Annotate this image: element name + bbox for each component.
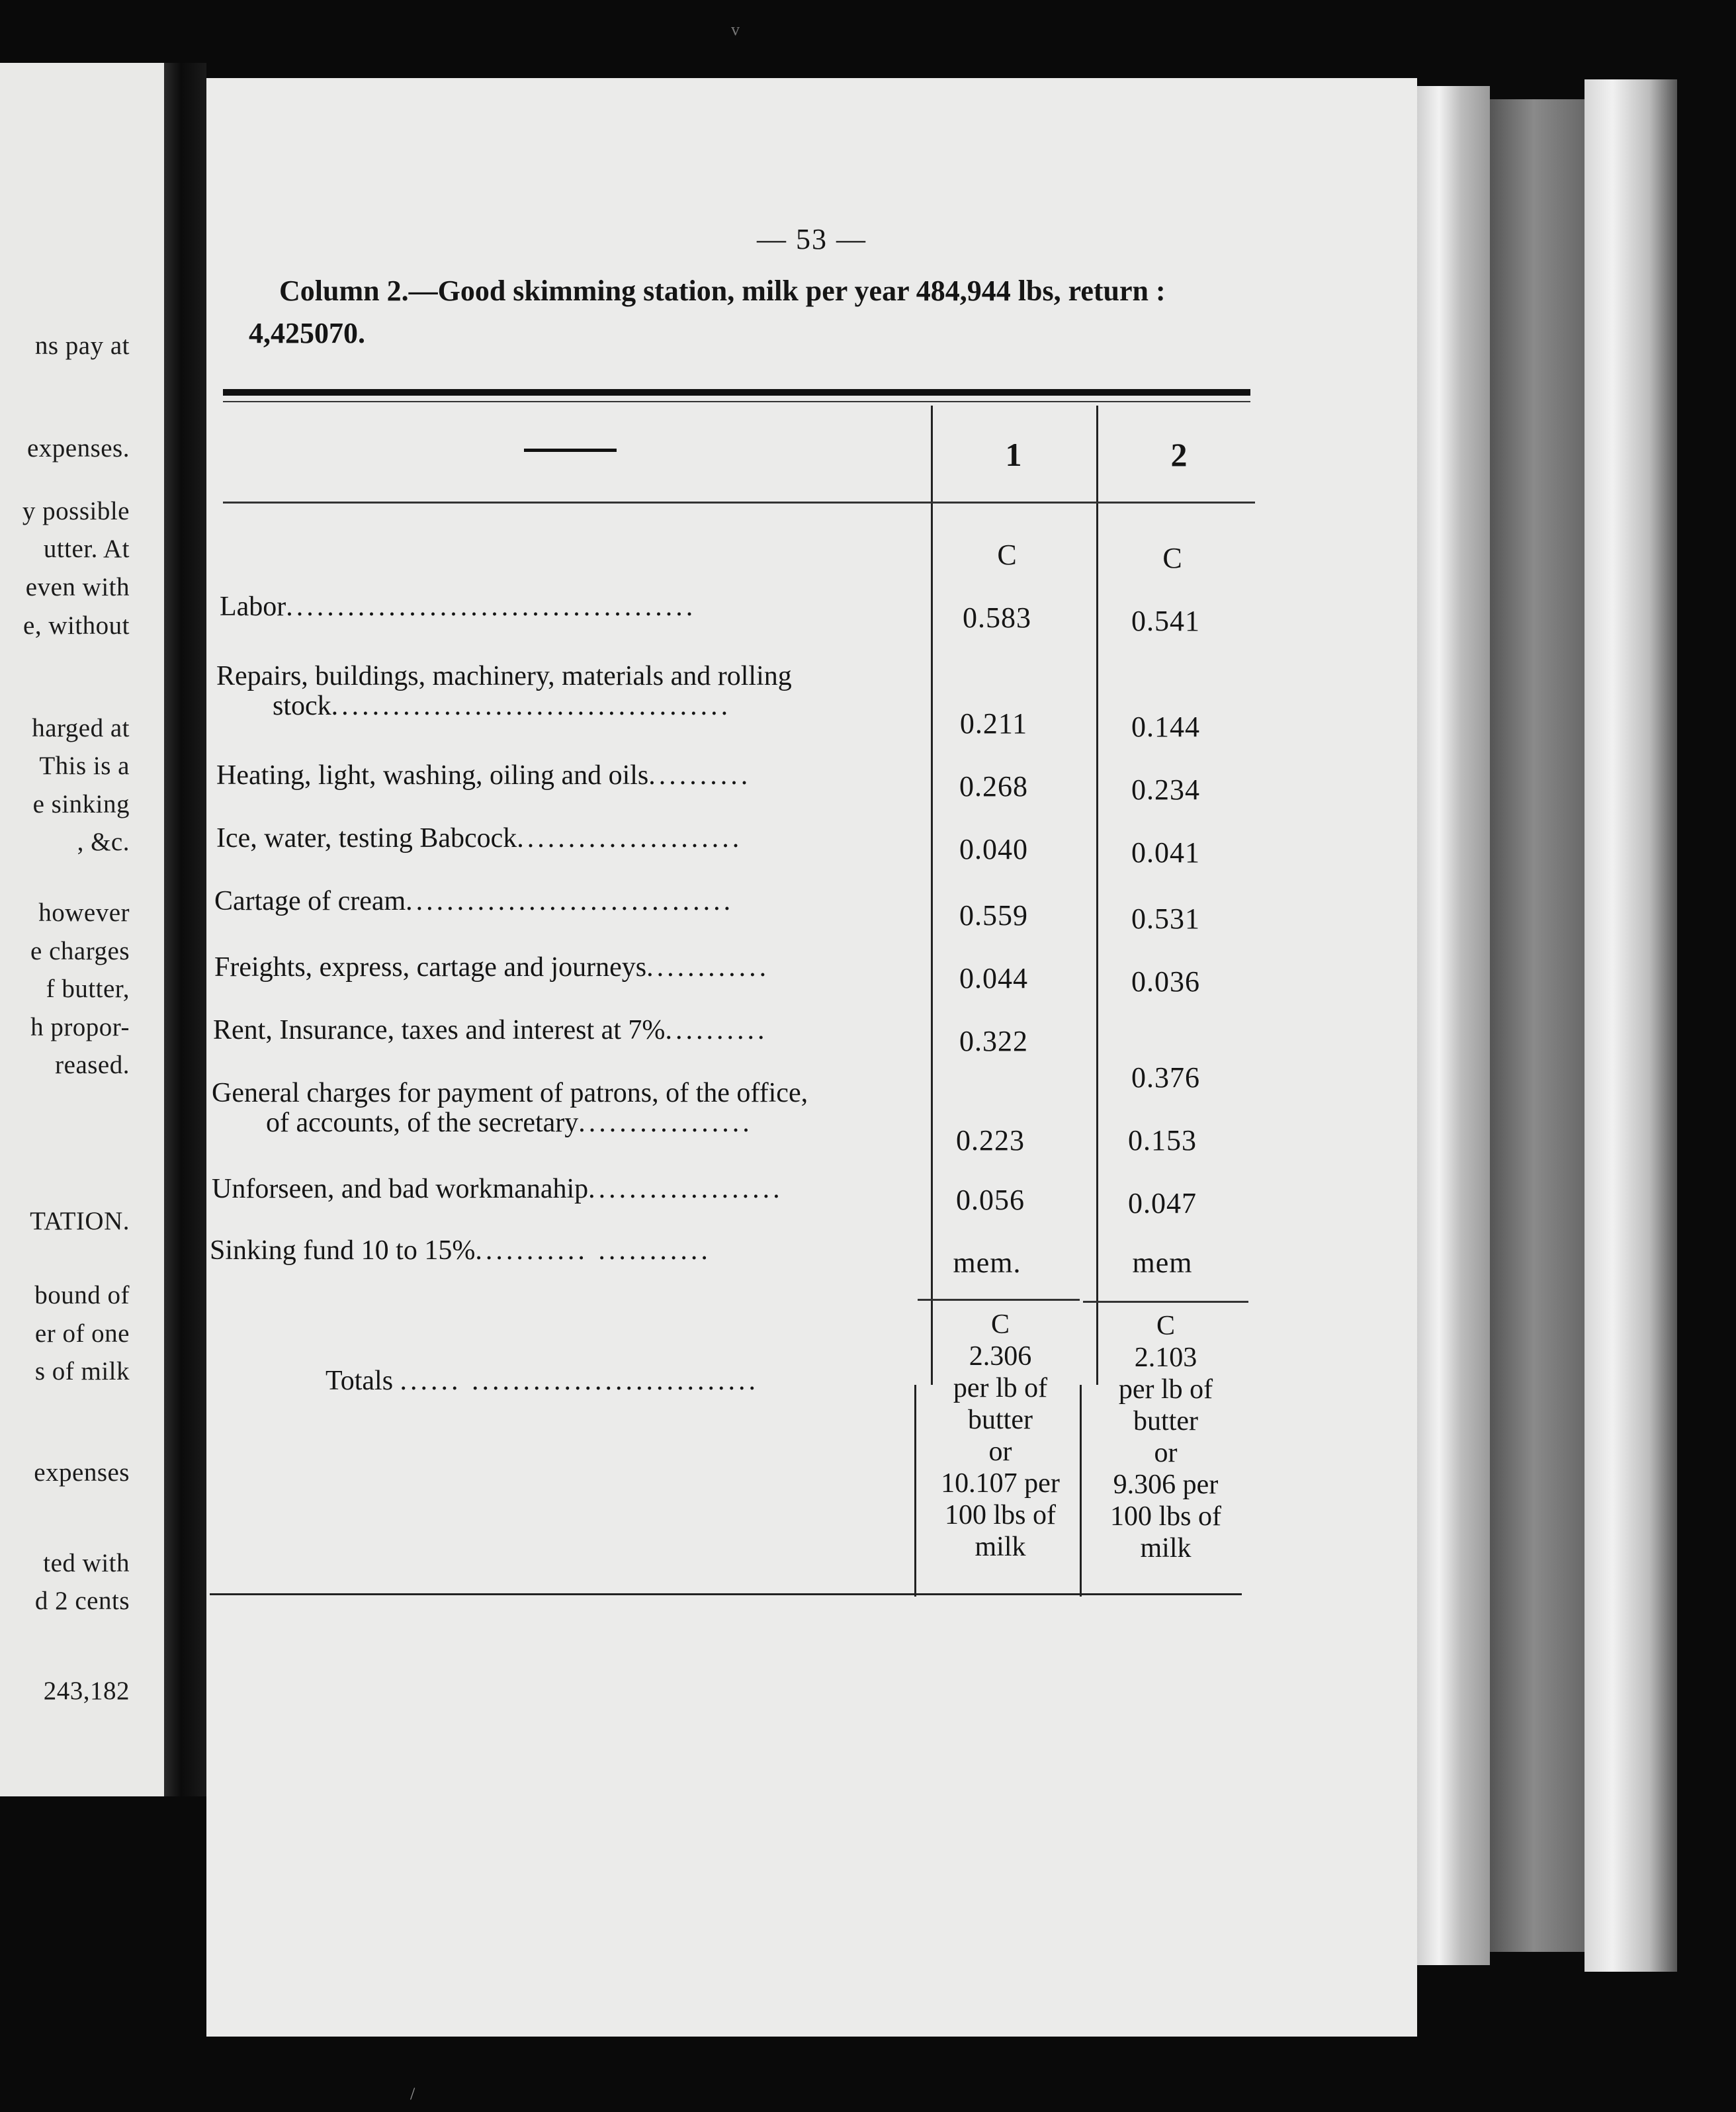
book-cover-edge [1584,79,1677,1972]
totals-line: per lb of [1118,1374,1213,1405]
table-cell: 0.144 [1131,711,1200,743]
sum-rule [1083,1301,1248,1303]
column-header-2: 2 [1170,436,1188,473]
left-text-line: y possible [22,497,130,525]
totals-line: 100 lbs of [945,1500,1056,1530]
left-text-line: h propor- [30,1013,130,1041]
table-row-label: Heating, light, washing, oiling and oils.......... [216,760,752,791]
scan-bottom-mark: / [410,2084,415,2103]
header-rule [223,502,1255,504]
totals-label: Totals ...... ............................ [326,1366,760,1396]
totals-line: 9.306 per [1113,1470,1219,1500]
table-row-label: General charges for payment of patrons, of the office, [212,1078,808,1108]
table-cell: 0.583 [963,601,1031,634]
table-cell: 0.541 [1131,605,1200,637]
totals-cell-1 [921,1309,1080,1563]
totals-line: 2.103 [1134,1342,1197,1373]
table-cell: 0.559 [959,899,1028,932]
table-cell: 0.376 [1131,1061,1200,1094]
table-cell: 0.041 [1131,836,1200,869]
totals-line: C [990,1309,1010,1340]
totals-line: milk [1140,1533,1192,1563]
table-row-label: Repairs, buildings, machinery, materials and rolling [216,661,792,691]
heading-line: Column 2.—Good skimming station, milk per year 484,944 lbs, return : [279,275,1166,307]
table-row-label: Labor........................................ [220,592,697,622]
left-text-line: reased. [55,1051,130,1079]
left-text-line: e sinking [32,790,130,818]
table-row-label: Cartage of cream................................ [214,886,734,916]
table-cell: 0.044 [959,962,1028,994]
table-cell: mem [1132,1247,1193,1279]
table-cell: 0.153 [1128,1124,1197,1157]
left-text-line: d 2 cents [34,1587,130,1615]
table-row-label: stock....................................... [273,691,732,721]
left-text-line: e, without [23,611,130,640]
totals-line: milk [975,1532,1026,1562]
table-cell: 0.047 [1128,1187,1197,1219]
totals-line: butter [968,1405,1033,1435]
table-top-rule [223,389,1250,396]
left-text-line: s of milk [34,1357,130,1386]
table-row-label: Ice, water, testing Babcock...................... [216,823,743,854]
left-text-line: expenses. [26,434,130,462]
left-text-line: expenses [34,1458,130,1487]
totals-line: 10.107 per [941,1468,1060,1499]
table-row-label: Sinking fund 10 to 15%........... ........... [210,1235,711,1266]
totals-line: or [988,1436,1012,1467]
table-heading [249,270,1351,355]
totals-line: butter [1133,1406,1198,1436]
left-text-line: TATION. [30,1207,130,1235]
table-bottom-rule [210,1593,1242,1595]
table-cell: 0.268 [959,770,1028,803]
totals-line: per lb of [953,1373,1048,1403]
table-row-label: Unforseen, and bad workmanahip................... [212,1174,783,1204]
totals-cell-2 [1086,1310,1245,1564]
table-cell: 0.223 [956,1124,1025,1157]
totals-line: 2.306 [969,1341,1032,1372]
table-cell: 0.040 [959,833,1028,865]
left-text-line: harged at [32,714,130,742]
left-text-line: er of one [34,1319,130,1348]
left-text-line: ted with [43,1549,130,1577]
totals-line: 100 lbs of [1110,1501,1221,1532]
column-divider [1096,406,1098,1385]
scan-top-mark: v [731,20,740,39]
table-row-label: of accounts, of the secretary................. [266,1108,753,1138]
table-cell: 0.234 [1131,773,1200,806]
totals-line: or [1154,1438,1178,1468]
table-cell: 0.211 [959,707,1028,740]
header-dash [524,449,617,452]
left-text-line: utter. At [43,535,130,563]
column-divider [1080,1385,1082,1597]
unit-label: C [1162,542,1182,574]
table-cell: 0.322 [959,1025,1028,1057]
left-text-line: ns pay at [34,331,130,360]
left-text-line: , &c. [77,828,130,856]
table-top-rule-thin [223,401,1250,402]
column-header-1: 1 [1005,436,1022,473]
main-page [206,78,1417,2037]
left-text-line: however [38,899,130,927]
sum-rule [918,1299,1080,1301]
column-divider [914,1385,916,1597]
book-gutter [164,63,206,1796]
left-text-line: This is a [39,752,130,780]
heading-line: 4,425070. [249,317,365,349]
left-text-line: 243,182 [43,1677,130,1705]
left-text-line: even with [25,573,130,601]
left-text-line: bound of [34,1281,130,1309]
left-text-line: e charges [30,937,130,965]
table-cell: mem. [953,1247,1021,1279]
table-cell: 0.036 [1131,965,1200,998]
page-edge [1417,86,1490,1965]
page-number: — 53 — [757,223,867,255]
unit-label: C [997,539,1017,571]
totals-line: C [1156,1311,1175,1341]
table-row-label: Rent, Insurance, taxes and interest at 7%.......... [213,1015,768,1045]
table-cell: 0.056 [956,1184,1025,1216]
table-row-label: Freights, express, cartage and journeys............ [214,952,770,983]
table-cell: 0.531 [1131,902,1200,935]
previous-page-fragment [0,63,164,1796]
column-divider [931,406,933,1385]
left-text-line: f butter, [46,975,130,1003]
